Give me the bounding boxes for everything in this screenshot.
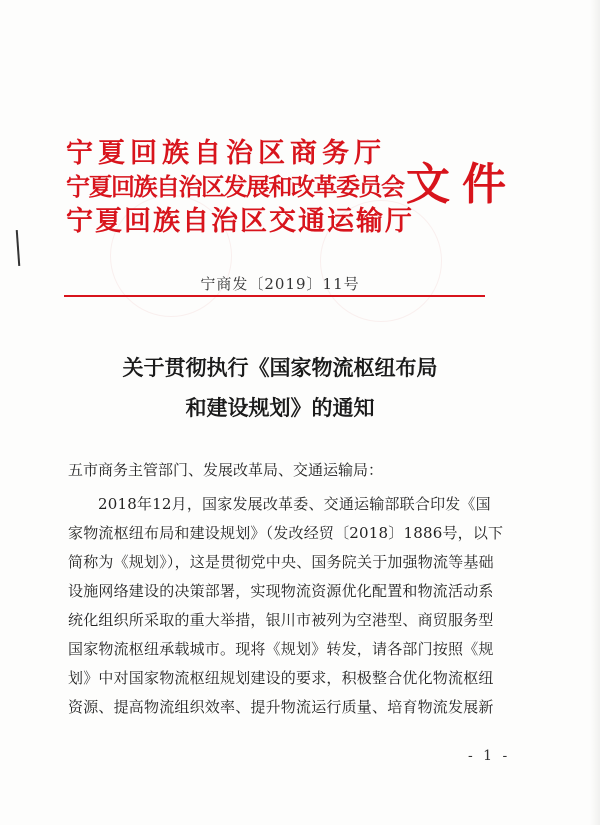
notice-title-line-2: 和建设规划》的通知 bbox=[185, 395, 375, 420]
issuer-transport-department: 宁夏回族自治区交通运输厅 bbox=[66, 206, 414, 237]
margin-pen-mark bbox=[16, 230, 21, 266]
page-number: - 1 - bbox=[468, 748, 511, 764]
document-number: 宁商发〔2019〕11号 bbox=[200, 275, 360, 293]
body-paragraph-line: 2018年12月，国家发展改革委、交通运输部联合印发《国 bbox=[98, 495, 491, 513]
red-separator-line bbox=[64, 295, 485, 297]
body-paragraph-line: 统化组织所采取的重大举措，银川市被列为空港型、商贸服务型 bbox=[68, 611, 494, 629]
salutation: 五市商务主管部门、发展改革局、交通运输局： bbox=[68, 461, 384, 479]
notice-title-line-1: 关于贯彻执行《国家物流枢纽布局 bbox=[122, 355, 438, 380]
body-paragraph-line: 简称为《规划》），这是贯彻党中央、国务院关于加强物流等基础 bbox=[68, 553, 494, 571]
body-paragraph-line: 划》中对国家物流枢纽规划建设的要求，积极整合优化物流枢纽 bbox=[68, 669, 494, 687]
body-paragraph-line: 设施网络建设的决策部署，实现物流资源优化配置和物流活动系 bbox=[68, 582, 494, 600]
issuer-development-reform-commission: 宁夏回族自治区发展和改革委员会 bbox=[66, 172, 404, 201]
document-type-label: 文件 bbox=[406, 159, 518, 210]
scan-edge bbox=[590, 0, 600, 825]
issuer-commerce-department: 宁夏回族自治区商务厅 bbox=[66, 138, 386, 169]
body-paragraph-line: 家物流枢纽布局和建设规划》（发改经贸〔2018〕1886号，以下 bbox=[68, 524, 504, 542]
body-paragraph-line: 资源、提高物流组织效率、提升物流运行质量、培育物流发展新 bbox=[68, 698, 494, 716]
body-paragraph-line: 国家物流枢纽承载城市。现将《规划》转发，请各部门按照《规 bbox=[68, 640, 494, 658]
